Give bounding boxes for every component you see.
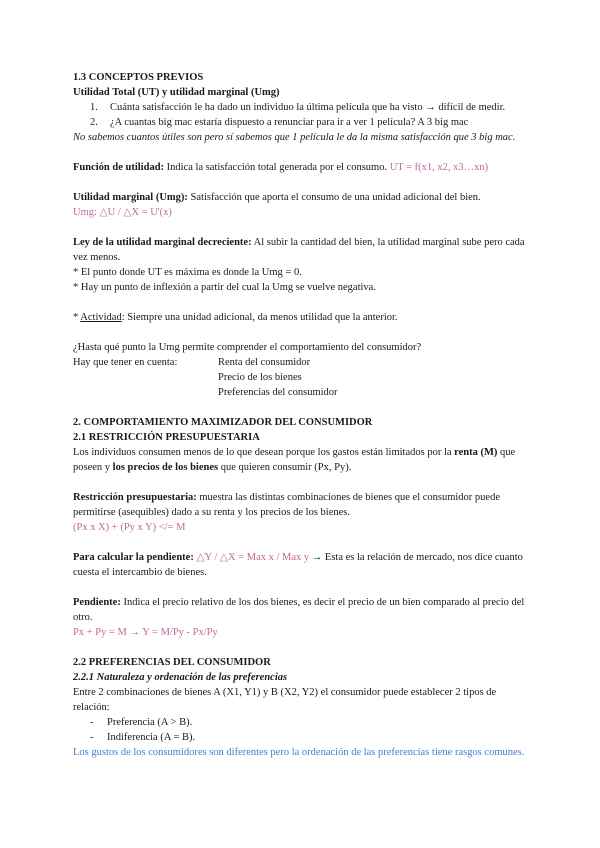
list-item — [73, 115, 533, 130]
list-number: 2. — [90, 117, 98, 128]
term-label: Utilidad marginal (Umg): — [73, 192, 188, 203]
bullet-point: * Hay un punto de inflexión a partir del cual la Umg se vuelve negativa. — [73, 282, 376, 293]
list-item-text: Cuánta satisfacción le ha dado un individuo la última película que ha visto → difícil de medir. — [110, 102, 506, 113]
term-label: Ley de la utilidad marginal decreciente: — [73, 237, 252, 248]
factor-item: Renta del consumidor — [218, 357, 311, 368]
formula: UT = f(x1, x2, x3…xn) — [389, 162, 489, 173]
list-item-text: Preferencia (A > B). — [107, 717, 193, 728]
question: ¿Hasta qué punto la Umg permite comprender el comportamiento del consumidor? — [73, 342, 422, 353]
section-subtitle: Utilidad Total (UT) y utilidad marginal (Umg) — [73, 87, 280, 98]
paragraph-funcion-utilidad: Función de utilidad: Indica la satisfacción total generada por el consumo. UT = f(x1, x2, x3…xn) — [73, 162, 489, 173]
list-dash: - — [90, 717, 94, 728]
list-item — [73, 100, 533, 115]
term-label: Pendiente: — [73, 597, 121, 608]
list-number: 1. — [90, 102, 98, 113]
paragraph-ley-utilidad: Ley de la utilidad marginal decreciente: Al subir la cantidad del bien, la utilidad marginal sube pero cada vez menos. — [73, 237, 525, 263]
formula: (Px x X) + (Py x Y) </= M — [73, 522, 186, 533]
list-dash: - — [90, 732, 94, 743]
paragraph-restriccion: Restricción presupuestaria: muestra las distintas combinaciones de bienes que el consumidor puede permitirse (asequibles) dado a su renta y los precios de los bienes. — [73, 492, 501, 518]
paragraph-calcular-pendiente: Para calcular la pendiente: △Y / △X = Max x / Max y → Esta es la relación de mercado, nos dice cuanto cuesta el intercambio de bienes. — [73, 552, 523, 578]
factor-item: Precio de los bienes — [218, 372, 302, 383]
term-label: Función de utilidad: — [73, 162, 165, 173]
term-label: Para calcular la pendiente: — [73, 552, 194, 563]
numbered-list — [73, 100, 533, 130]
factor-item: Preferencias del consumidor — [218, 387, 338, 398]
document-content — [73, 70, 533, 760]
paragraph-pendiente: Pendiente: Indica el precio relativo de los dos bienes, es decir el precio de un bien comparado al precio del otro. — [73, 597, 525, 623]
list-item — [73, 730, 533, 745]
formula: Umg: △U / △X = U'(x) — [73, 207, 172, 218]
dash-list — [73, 715, 533, 745]
section-title: 1.3 CONCEPTOS PREVIOS — [73, 72, 204, 83]
formula: Px + Py = M → Y = M/Py - Px/Py — [73, 627, 218, 638]
formula: △Y / △X = Max x / Max y — [193, 552, 310, 563]
paragraph-utilidad-marginal: Utilidad marginal (Umg): Satisfacción que aporta el consumo de una unidad adicional del bien. — [73, 192, 481, 203]
term-label: Restricción presupuestaria: — [73, 492, 197, 503]
paragraph-actividad: * Actividad: Siempre una unidad adicional, da menos utilidad que la anterior. — [73, 312, 398, 323]
factors-lead: Hay que tener en cuenta: — [73, 357, 178, 368]
list-item — [73, 715, 533, 730]
section-subtitle: 2.2.1 Naturaleza y ordenación de las preferencias — [73, 672, 288, 683]
list-item-text: ¿A cuantas big mac estaría dispuesto a renunciar para ir a ver 1 película? A 3 big mac — [110, 117, 469, 128]
term-label: Actividad — [80, 312, 122, 323]
paragraph-restriccion-intro: Los individuos consumen menos de lo que desean porque los gastos están limitados por la renta (M) que poseen y los precios de los bienes que quieren consumir (Px, Py). — [73, 447, 516, 473]
note-italic: No sabemos cuantos útiles son pero sí sabemos que 1 película le da la misma satisfacción que 3 big mac. — [73, 132, 516, 143]
list-item-text: Indiferencia (A = B). — [107, 732, 196, 743]
note-blue: Los gustos de los consumidores son diferentes pero la ordenación de las preferencias tiene rasgos comunes. — [73, 747, 525, 758]
paragraph-preferencias: Entre 2 combinaciones de bienes A (X1, Y1) y B (X2, Y2) el consumidor puede establecer 2 tipos de relación: — [73, 687, 497, 713]
section-title: 2.2 PREFERENCIAS DEL CONSUMIDOR — [73, 657, 271, 668]
factors-row — [73, 355, 533, 370]
section-subtitle: 2.1 RESTRICCIÓN PRESUPUESTARIA — [73, 432, 260, 443]
bullet-point: * El punto donde UT es máxima es donde la Umg = 0. — [73, 267, 302, 278]
section-title: 2. COMPORTAMIENTO MAXIMIZADOR DEL CONSUMIDOR — [73, 417, 373, 428]
